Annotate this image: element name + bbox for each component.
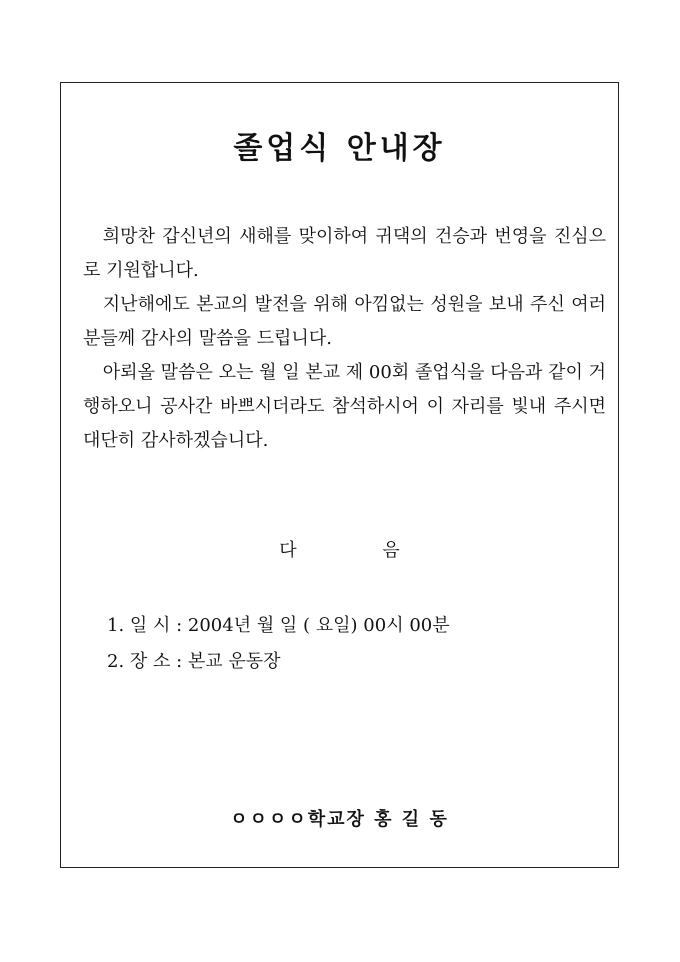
document-title: 졸업식 안내장: [233, 131, 446, 166]
details-list: [107, 608, 450, 680]
detail-datetime: 1. 일 시 : 2004년 월 일 ( 요일) 00시 00분: [107, 615, 450, 636]
invitation-frame: [60, 82, 619, 868]
paragraph-thanks: 지난해에도 본교의 발전을 위해 아낌없는 성원을 보내 주신 여러분들께 감사의 말씀을 드립니다.: [83, 294, 606, 349]
invitation-body: [83, 220, 606, 458]
detail-location: 2. 장 소 : 본교 운동장: [107, 651, 281, 672]
paragraph-announcement: 아뢰올 말씀은 오는 월 일 본교 제 00회 졸업식을 다음과 같이 거행하오니 공사간 바쁘시더라도 참석하시어 이 자리를 빛내 주시면 대단히 감사하겠습니다.: [83, 362, 606, 451]
section-heading: 다 음: [279, 540, 440, 561]
paragraph-greeting: 희망찬 갑신년의 새해를 맞이하여 귀댁의 건승과 번영을 진심으로 기원합니다.: [83, 226, 606, 281]
signature: ㅇㅇㅇㅇ학교장 홍 길 동: [230, 809, 449, 830]
